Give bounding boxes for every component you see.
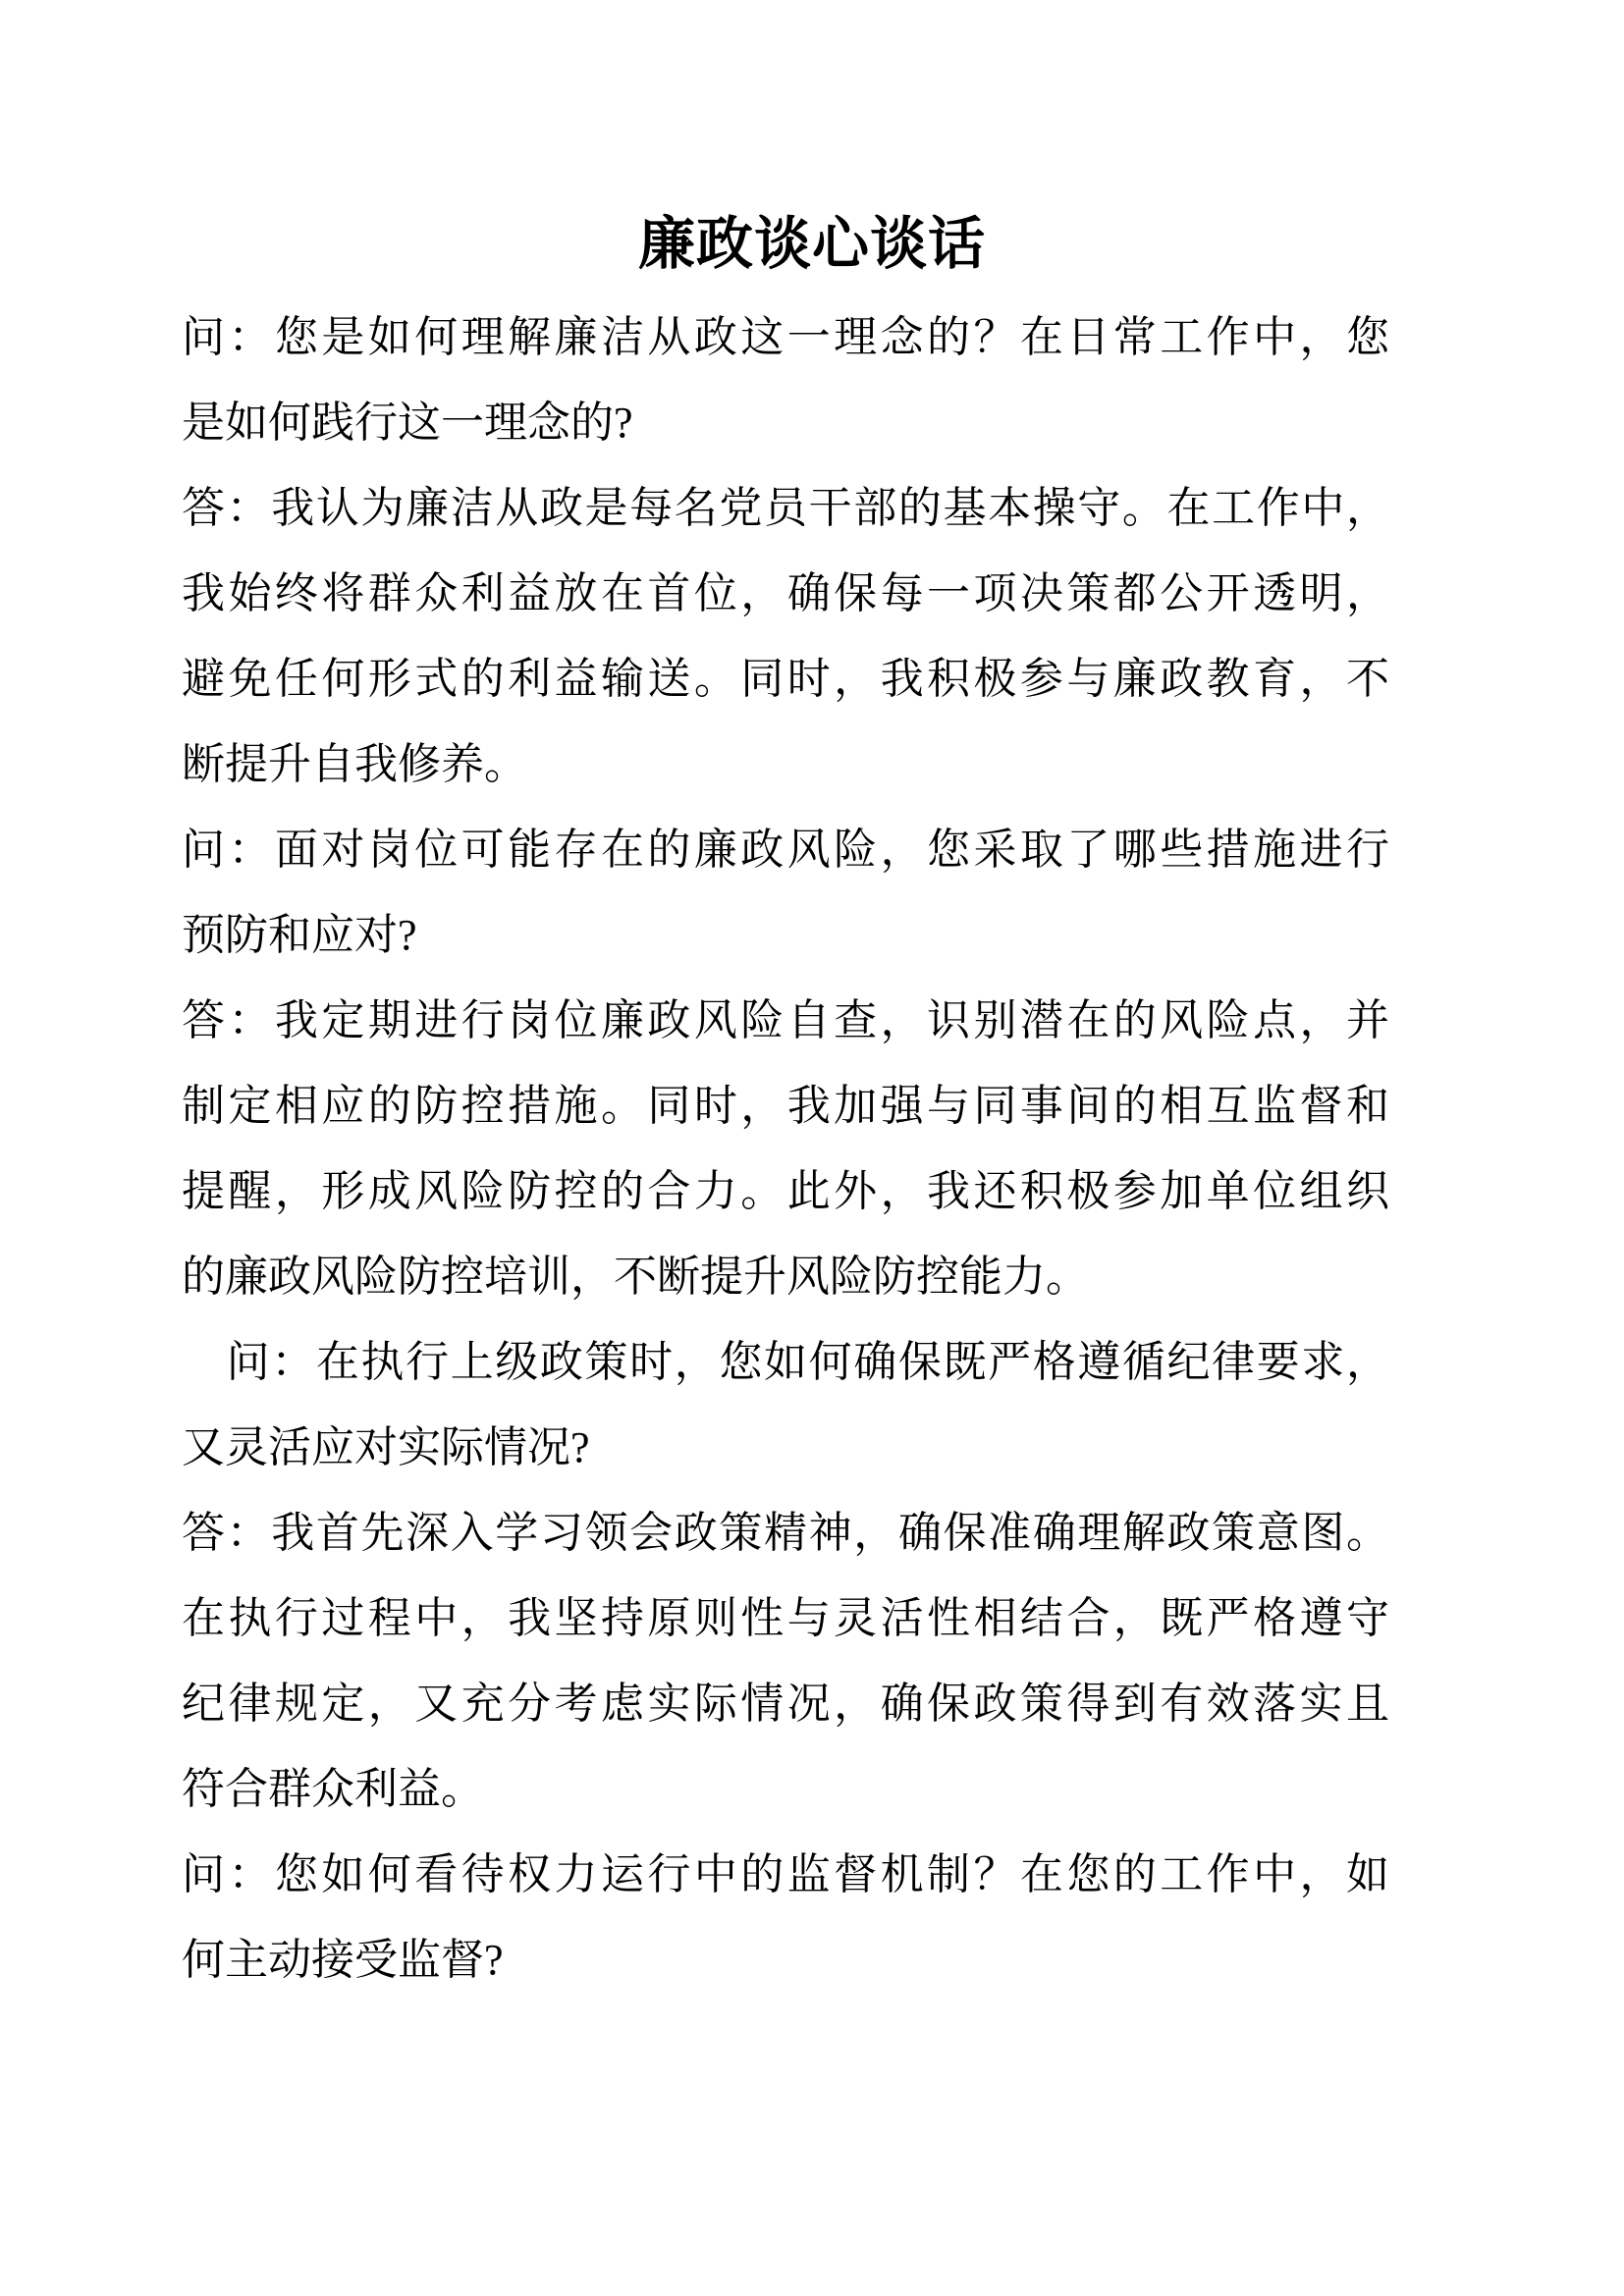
text-line-9: 答：我定期进行岗位廉政风险自查，识别潜在的风险点，并 <box>182 996 1389 1044</box>
text-line-13: 问：在执行上级政策时，您如何确保既严格遵循纪律要求， <box>182 1338 1389 1386</box>
text-line-1: 问：您是如何理解廉洁从政这一理念的？在日常工作中，您 <box>182 313 1389 361</box>
text-line-4: 我始终将群众利益放在首位，确保每一项决策都公开透明， <box>182 569 1389 617</box>
text-line-7: 问：面对岗位可能存在的廉政风险，您采取了哪些措施进行 <box>182 826 1389 874</box>
text-line-2: 是如何践行这一理念的? <box>182 399 633 447</box>
text-line-20: 何主动接受监督? <box>182 1936 504 1984</box>
text-line-17: 纪律规定，又充分考虑实际情况，确保政策得到有效落实且 <box>182 1680 1389 1728</box>
text-line-5: 避免任何形式的利益输送。同时，我积极参与廉政教育，不 <box>182 655 1389 703</box>
text-line-8: 预防和应对? <box>182 911 417 959</box>
text-line-12: 的廉政风险防控培训，不断提升风险防控能力。 <box>182 1253 1089 1301</box>
document-title: 廉政谈心谈话 <box>637 212 986 276</box>
text-line-3: 答：我认为廉洁从政是每名党员干部的基本操守。在工作中， <box>182 484 1389 532</box>
text-line-11: 提醒，形成风险防控的合力。此外，我还积极参加单位组织 <box>182 1167 1389 1215</box>
document-body <box>182 294 1389 2002</box>
text-line-10: 制定相应的防控措施。同时，我加强与同事间的相互监督和 <box>182 1082 1389 1130</box>
text-line-6: 断提升自我修养。 <box>182 740 527 788</box>
text-line-18: 符合群众利益。 <box>182 1765 484 1813</box>
text-line-16: 在执行过程中，我坚持原则性与灵活性相结合，既严格遵守 <box>182 1594 1389 1642</box>
text-line-19: 问：您如何看待权力运行中的监督机制？在您的工作中，如 <box>182 1850 1389 1898</box>
text-line-15: 答：我首先深入学习领会政策精神，确保准确理解政策意图。 <box>182 1509 1389 1557</box>
text-line-14: 又灵活应对实际情况? <box>182 1423 590 1471</box>
